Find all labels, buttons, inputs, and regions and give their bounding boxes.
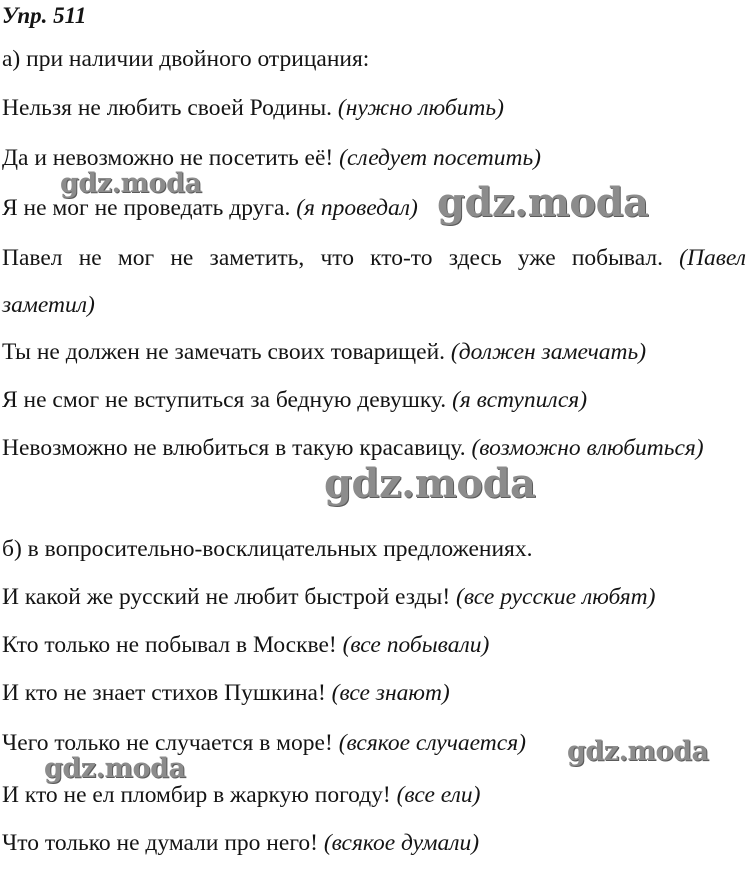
- sentence-text: Павел не мог не заметить, что кто-то здесь уже побывал.: [2, 245, 663, 271]
- sentence-note: (должен замечать): [450, 339, 647, 365]
- sentence-note: (все знают): [331, 680, 450, 706]
- sentence-a4-note-end: заметил): [2, 292, 95, 318]
- sentence-note: (я проведал): [296, 195, 418, 221]
- sentence-a6: [2, 385, 587, 415]
- sentence-text: Невозможно не влюбиться в такую красавицу.: [2, 435, 466, 461]
- sentence-a7: [2, 433, 704, 463]
- sentence-note: (нужно любить): [337, 95, 504, 121]
- sentence-note: (следует посетить): [339, 145, 541, 171]
- sentence-note: (Павел: [679, 245, 746, 271]
- watermark-logo: gdz.moda: [437, 179, 649, 226]
- sentence-note: (возможно влюбиться): [471, 435, 704, 461]
- watermark-logo: gdz.moda: [60, 168, 202, 199]
- section-b-heading: б) в вопросительно-восклицательных предложениях.: [2, 536, 533, 562]
- sentence-text: Чего только не случается в море!: [2, 730, 333, 756]
- exercise-title: Упр. 511: [2, 3, 87, 28]
- sentence-text: Кто только не побывал в Москве!: [2, 632, 337, 658]
- sentence-text: Да и невозможно не посетить её!: [2, 145, 334, 171]
- sentence-text: И какой же русский не любит быстрой езды!: [2, 584, 451, 610]
- watermark-logo: gdz.moda: [567, 736, 709, 767]
- sentence-note: (всякое случается): [338, 730, 526, 756]
- sentence-a4: [2, 243, 746, 273]
- sentence-note: (все ели): [396, 782, 481, 808]
- sentence-b1: [2, 582, 655, 612]
- sentence-note: (всякое думали): [323, 830, 480, 856]
- sentence-a5: [2, 337, 646, 367]
- sentence-text: И кто не ел пломбир в жаркую погоду!: [2, 782, 391, 808]
- sentence-text: И кто не знает стихов Пушкина!: [2, 680, 326, 706]
- section-a-heading: а) при наличии двойного отрицания:: [2, 46, 370, 72]
- sentence-b5: [2, 780, 480, 810]
- sentence-text: Я не мог не проведать друга.: [2, 195, 291, 221]
- sentence-a1: [2, 93, 504, 123]
- watermark-logo: gdz.moda: [324, 460, 536, 507]
- sentence-text: Я не смог не вступиться за бедную девушку.: [2, 387, 447, 413]
- sentence-b6: [2, 828, 479, 858]
- sentence-b3: [2, 678, 450, 708]
- sentence-text: Что только не думали про него!: [2, 830, 318, 856]
- sentence-text: Ты не должен не замечать своих товарищей.: [2, 339, 446, 365]
- sentence-note: (все русские любят): [456, 584, 656, 610]
- sentence-text: Нельзя не любить своей Родины.: [2, 95, 332, 121]
- watermark-logo: gdz.moda: [44, 753, 186, 784]
- sentence-note: (все побывали): [342, 632, 490, 658]
- sentence-note: (я вступился): [452, 387, 588, 413]
- sentence-b2: [2, 630, 489, 660]
